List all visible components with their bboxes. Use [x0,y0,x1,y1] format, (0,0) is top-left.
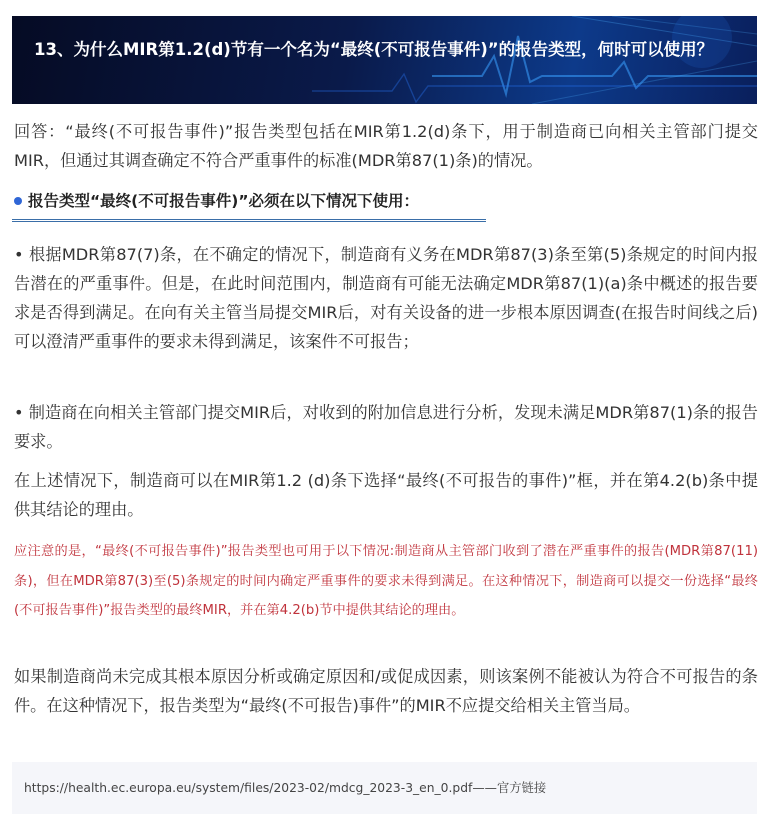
bullet-item-2: • 制造商在向相关主管部门提交MIR后，对收到的附加信息进行分析，发现未满足MDR第87(1)条的报告要求。 [14,403,758,451]
bullet-item-1: • 根据MDR第87(7)条，在不确定的情况下，制造商有义务在MDR第87(3)条至第(5)条规定的时间内报告潜在的严重事件。但是，在此时间范围内，制造商有可能无法确定MDR第87(1)(a)条中概述的报告要求是否得到满足。在向有关主管当局提交MIR后，对有关设备的进一步根本原因调查(在报告时间线之后)可以澄清严重事件的要求未得到满足，该案件不可报告； [14,245,758,351]
bullet-dot-icon [14,197,22,205]
attention-note: 应注意的是，“最终(不可报告事件)”报告类型也可用于以下情况:制造商从主管部门收到了潜在严重事件的报告(MDR第87(11)条)，但在MDR第87(3)至(5)条规定的时间内确定严重事件的要求未得到满足。在这种情况下，制造商可以提交一份选择“最终(不可报告事件)”报告类型的最终MIR，并在第4.2(b)节中提供其结论的理由。 [14,544,758,618]
subheading-text: 报告类型“最终(不可报告事件)”必须在以下情况下使用： [28,192,420,210]
source-box [12,762,757,814]
page-title: 13、为什么MIR第1.2(d)节有一个名为“最终(不可报告事件)”的报告类型，何时可以使用？ [34,40,714,59]
source-link[interactable]: https://health.ec.europa.eu/system/files/2023-02/mdcg_2023-3_en_0.pdf——官方链接 [24,781,547,795]
answer-paragraph: 回答：“最终(不可报告事件)”报告类型包括在MIR第1.2(d)条下，用于制造商已向相关主管部门提交MIR，但通过其调查确定不符合严重事件的标准(MDR第87(1)条)的情况。 [14,122,758,170]
closing-paragraph: 如果制造商尚未完成其根本原因分析或确定原因和/或促成因素，则该案例不能被认为符合不可报告的条件。在这种情况下，报告类型为“最终(不可报告)事件”的MIR不应提交给相关主管当局。 [14,667,758,715]
conclusion-paragraph: 在上述情况下，制造商可以在MIR第1.2 (d)条下选择“最终(不可报告的事件)”框，并在第4.2(b)条中提供其结论的理由。 [14,471,758,519]
title-banner [12,16,757,104]
section-subheading [12,188,486,222]
